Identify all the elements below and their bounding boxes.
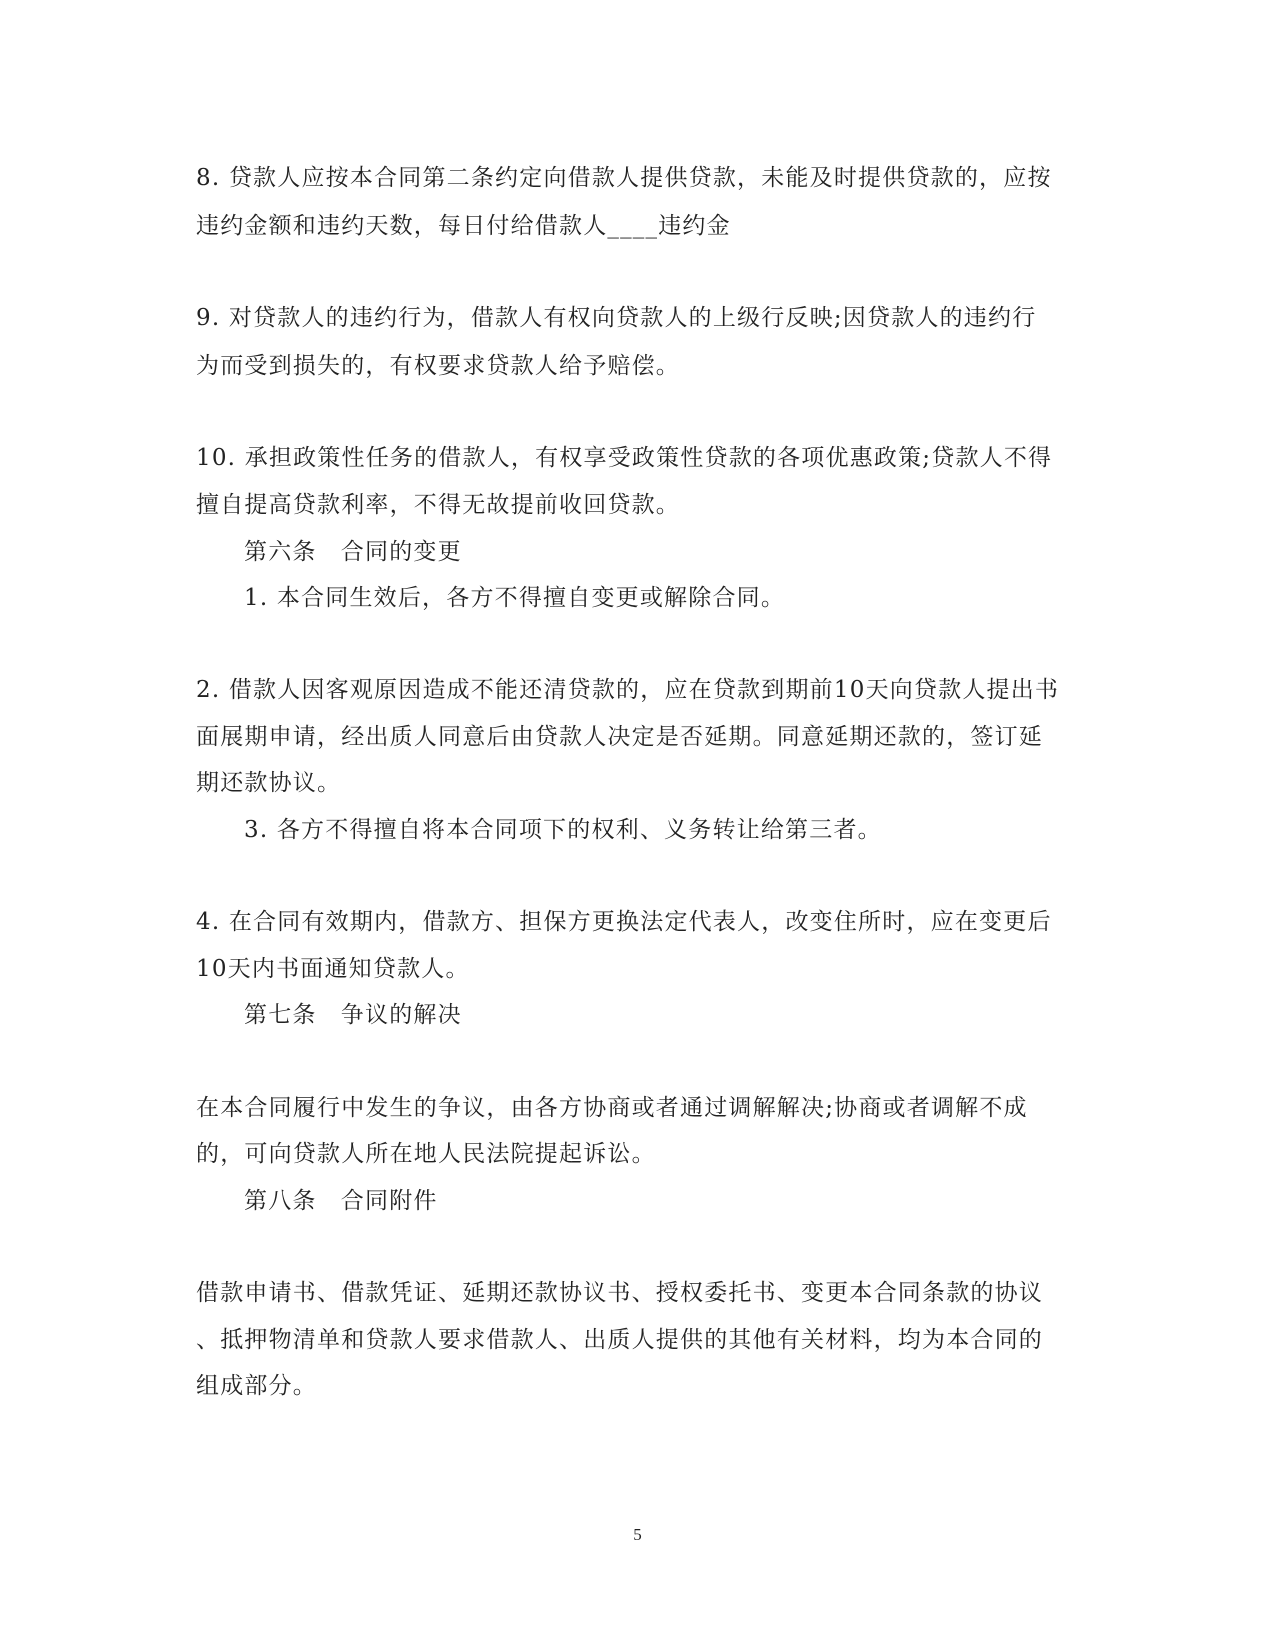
article5-item9-line1: 9. 对贷款人的违约行为，借款人有权向贷款人的上级行反映;因贷款人的违约行 [196,305,1037,331]
page-number: 5 [633,1525,642,1544]
article6-item1: 1. 本合同生效后，各方不得擅自变更或解除合同。 [244,585,786,611]
article5-item8-line2: 违约金额和违约天数，每日付给借款人____违约金 [196,213,731,239]
article5-item8-line1: 8. 贷款人应按本合同第二条约定向借款人提供贷款，未能及时提供贷款的，应按 [196,165,1052,191]
article6-item2-line3: 期还款协议。 [196,770,342,796]
article8-text-line2: 、抵押物清单和贷款人要求借款人、出质人提供的其他有关材料，均为本合同的 [196,1327,1043,1353]
article6-item2-line1: 2. 借款人因客观原因造成不能还清贷款的，应在贷款到期前10天向贷款人提出书 [196,677,1060,703]
article5-item10-line1: 10. 承担政策性任务的借款人，有权享受政策性贷款的各项优惠政策;贷款人不得 [196,445,1053,471]
article6-item2-line2: 面展期申请，经出质人同意后由贷款人决定是否延期。同意延期还款的，签订延 [196,724,1043,750]
article7-text-line2: 的，可向贷款人所在地人民法院提起诉讼。 [196,1141,656,1167]
article6-item4-line2: 10天内书面通知贷款人。 [196,956,470,982]
article8-text-line1: 借款申请书、借款凭证、延期还款协议书、授权委托书、变更本合同条款的协议 [196,1280,1043,1306]
article8-text-line3: 组成部分。 [196,1373,317,1399]
article8-heading: 第八条 合同附件 [244,1188,438,1214]
article7-text-line1: 在本合同履行中发生的争议，由各方协商或者通过调解解决;协商或者调解不成 [196,1095,1028,1121]
article6-item3: 3. 各方不得擅自将本合同项下的权利、义务转让给第三者。 [244,817,882,843]
article5-item9-line2: 为而受到损失的，有权要求贷款人给予赔偿。 [196,353,680,379]
article6-item4-line1: 4. 在合同有效期内，借款方、担保方更换法定代表人，改变住所时，应在变更后 [196,909,1052,935]
article5-item10-line2: 擅自提高贷款利率，不得无故提前收回贷款。 [196,492,680,518]
article7-heading: 第七条 争议的解决 [244,1002,462,1028]
article6-heading: 第六条 合同的变更 [244,539,462,565]
